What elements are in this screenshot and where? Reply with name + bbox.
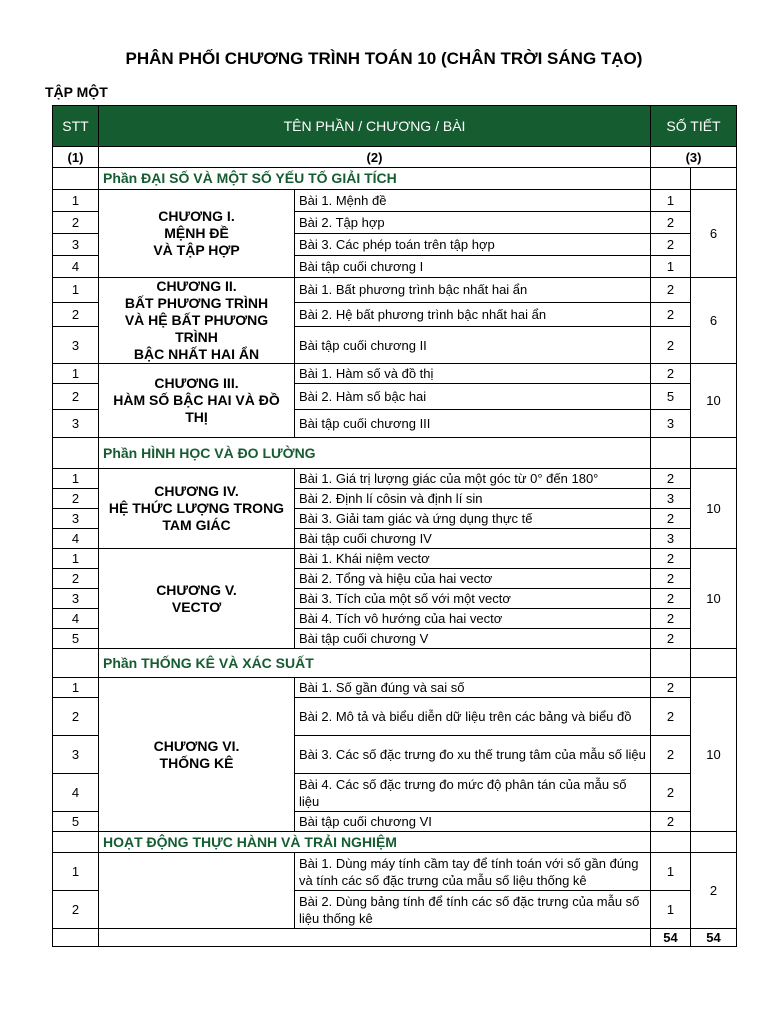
section-title: HOẠT ĐỘNG THỰC HÀNH VÀ TRẢI NGHIỆM [99,832,651,853]
table-row: 3 Bài 3. Giải tam giác và ứng dụng thực tế 2 [53,509,737,529]
header-name: TÊN PHẦN / CHƯƠNG / BÀI [99,106,651,147]
table-row: 1 CHƯƠNG III. HÀM SỐ BẬC HAI VÀ ĐỒ THỊ Bài 1. Hàm số và đồ thị 2 10 [53,364,737,384]
chapter-total: 10 [691,549,737,649]
table-row: 3 Bài tập cuối chương II 2 [53,327,737,364]
col-num-2: (2) [99,147,651,168]
header-stt: STT [53,106,99,147]
lesson-periods: 1 [651,190,691,212]
section-title: Phần THỐNG KÊ VÀ XÁC SUẤT [99,649,651,678]
table-row: 4 Bài tập cuối chương I 1 [53,256,737,278]
table-row: 4 Bài 4. Các số đặc trưng đo mức độ phân tán của mẫu số liệu 2 [53,774,737,812]
curriculum-table [52,105,737,947]
row-stt: 1 [53,190,99,212]
chapter-total: 10 [691,678,737,832]
table-row: 3 Bài 3. Tích của một số với một vectơ 2 [53,589,737,609]
header-periods: SỐ TIẾT [651,106,737,147]
table-row: 1 CHƯƠNG IV. HỆ THỨC LƯỢNG TRONG TAM GIÁC Bài 1. Giá trị lượng giác của một góc từ 0° đến 180° 2 10 [53,469,737,489]
section-row [53,649,737,678]
chapter-total: 10 [691,469,737,549]
total-chapters: 54 [691,929,737,947]
totals-row [53,929,737,947]
table-row: 3 Bài 3. Các phép toán trên tập hợp 2 [53,234,737,256]
table-row: 2 Bài 2. Định lí côsin và định lí sin 3 [53,489,737,509]
table-row: 4 Bài tập cuối chương IV 3 [53,529,737,549]
section-title: Phần HÌNH HỌC VÀ ĐO LƯỜNG [99,438,651,469]
table-row [53,190,737,212]
table-row: 5 Bài tập cuối chương V 2 [53,629,737,649]
chapter-title: CHƯƠNG V. VECTƠ [99,549,295,649]
table-row: 2 Bài 2. Hệ bất phương trình bậc nhất hai ẩn 2 [53,302,737,327]
volume-label: TẬP MỘT [45,84,108,100]
section-row [53,438,737,469]
chapter-title: CHƯƠNG IV. HỆ THỨC LƯỢNG TRONG TAM GIÁC [99,469,295,549]
table-row: 4 Bài 4. Tích vô hướng của hai vectơ 2 [53,609,737,629]
chapter-total: 6 [691,190,737,278]
table-row: 1 CHƯƠNG V. VECTƠ Bài 1. Khái niệm vectơ 2 10 [53,549,737,569]
table-header-row [53,106,737,147]
chapter-title: CHƯƠNG II. BẤT PHƯƠNG TRÌNH VÀ HỆ BẤT PHƯƠNG TRÌNH BẬC NHẤT HAI ẨN [99,278,295,364]
table-row: 1 CHƯƠNG VI. THỐNG KÊ Bài 1. Số gần đúng và sai số 2 10 [53,678,737,698]
chapter-total: 10 [691,364,737,438]
section-row [53,832,737,853]
section-title: Phần ĐẠI SỐ VÀ MỘT SỐ YẾU TỐ GIẢI TÍCH [99,168,651,190]
table-row: 3 Bài tập cuối chương III 3 [53,410,737,438]
lesson-name: Bài 1. Mệnh đề [295,190,651,212]
table-row: 2 Bài 2. Hàm số bậc hai 5 [53,384,737,410]
chapter-total: 6 [691,278,737,364]
total-lessons: 54 [651,929,691,947]
table-row: 2 Bài 2. Tập hợp 2 [53,212,737,234]
chapter-title: CHƯƠNG III. HÀM SỐ BẬC HAI VÀ ĐỒ THỊ [99,364,295,438]
activity-blank [99,853,295,929]
page-title: PHÂN PHỐI CHƯƠNG TRÌNH TOÁN 10 (CHÂN TRỜI SÁNG TẠO) [125,49,643,68]
table-row: 1 Bài 1. Dùng máy tính cầm tay để tính toán với số gần đúng và tính các số đặc trưng của mẫu số liệu thống kê 1 2 [53,853,737,891]
col-num-1: (1) [53,147,99,168]
table-row: 2 Bài 2. Mô tả và biểu diễn dữ liệu trên các bảng và biểu đồ 2 [53,698,737,736]
table-row: 2 Bài 2. Dùng bảng tính để tính các số đặc trưng của mẫu số liệu thống kê 1 [53,891,737,929]
chapter-title: CHƯƠNG VI. THỐNG KÊ [99,678,295,832]
section-row [53,168,737,190]
col-num-3: (3) [651,147,737,168]
table-row: 2 Bài 2. Tổng và hiệu của hai vectơ 2 [53,569,737,589]
chapter-total: 2 [691,853,737,929]
column-number-row [53,147,737,168]
chapter-title: CHƯƠNG I. MỆNH ĐỀ VÀ TẬP HỢP [99,190,295,278]
table-row: 3 Bài 3. Các số đặc trưng đo xu thế trung tâm của mẫu số liệu 2 [53,736,737,774]
table-row: 5 Bài tập cuối chương VI 2 [53,812,737,832]
table-row: 1 CHƯƠNG II. BẤT PHƯƠNG TRÌNH VÀ HỆ BẤT PHƯƠNG TRÌNH BẬC NHẤT HAI ẨN Bài 1. Bất phương trình bậc nhất hai ẩn 2 6 [53,278,737,303]
